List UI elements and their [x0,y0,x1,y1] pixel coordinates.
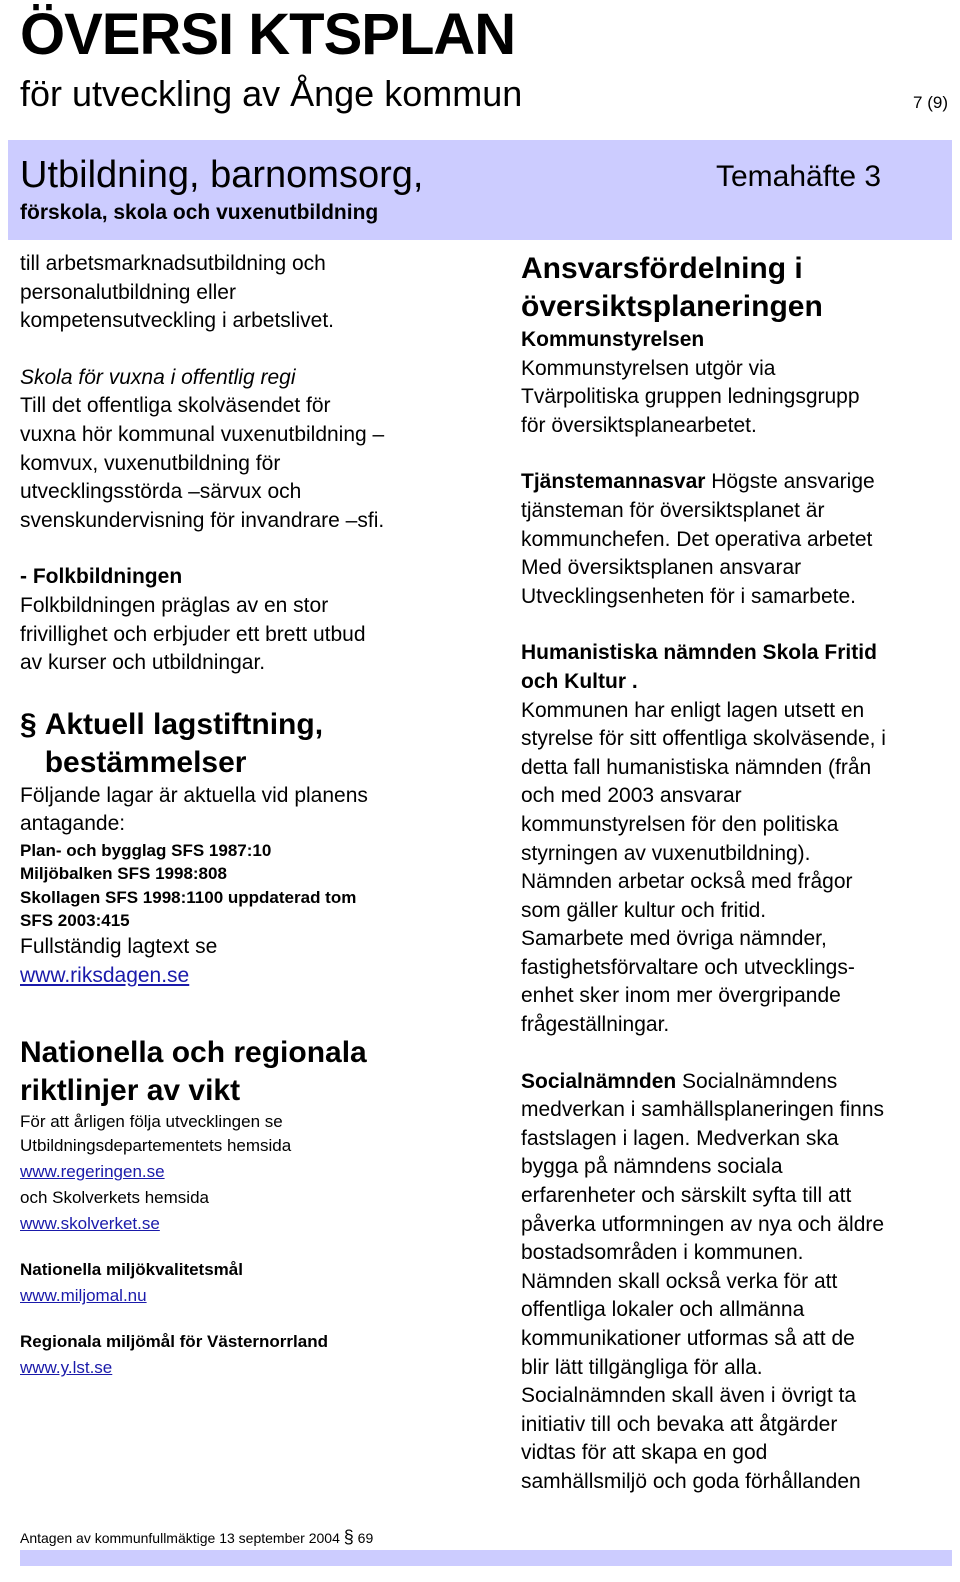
law-heading: Aktuell lagstiftning, bestämmelser [44,707,324,779]
riksdagen-link[interactable]: www.riksdagen.se [20,963,190,987]
lst-link[interactable]: www.y.lst.se [20,1358,113,1378]
footer-section-symbol: § [343,1527,354,1547]
right-column [521,250,953,1497]
humanistiska-text: Kommunen har enligt lagen utsett en styrelse för sitt offentliga skolväsende, i detta fall humanistiska nämnden (från och med 2003 ansvarar kommunstyrelsen för den politiska styrningen av vuxenutbildning). Nämnden arbetar också med frågor som gäller kultur och fritid. Samarbete med övriga nämnder, fastighetsförvaltare och utvecklings- enhet sker inom mer övergripande frågeställningar. [521,698,886,1037]
miljokvalitetsmal-heading: Nationella miljökvalitetsmål [20,1259,243,1279]
left-column [20,250,480,1382]
regional-heading: Regionala miljömål för Västernorrland [20,1331,328,1351]
banner-subtitle: förskola, skola och vuxenutbildning [20,201,379,224]
document-subtitle: för utveckling av Ånge kommun [20,73,523,114]
skolverket-link[interactable]: www.skolverket.se [20,1214,160,1234]
footer-text: Antagen av kommunfullmäktige 13 september 2004 [20,1530,340,1546]
folkbildning-heading: - Folkbildningen [20,565,183,589]
socialnamnden-text: Socialnämndens medverkan i samhällsplaneringen finns fastslagen i lagen. Medverkan ska bygga på nämndens sociala erfarenheter och särskilt syfta till att påverka utformningen av nya och äldre bostadsområden i kommunen. Nämnden skall också verka för att offentliga lokaler och allmänna kommunikationer utformas så att de blir lätt tillgängliga för alla. Socialnämnden skall även i övrigt ta initiativ till och bevaka att åtgärder vidtas för att skapa en god samhällsmiljö och goda förhållanden [521,1069,885,1493]
folkbildning-text: Folkbildningen präglas av en stor frivillighet och erbjuder ett brett utbud av kurser och utbildningar. [20,593,366,675]
page-number: 7 (9) [913,93,948,112]
socialnamnden-label: Socialnämnden [521,1069,677,1093]
national-text: För att årligen följa utvecklingen se Utbildningsdepartementets hemsida [20,1112,292,1155]
skolverket-text: och Skolverkets hemsida [20,1187,209,1207]
tjanstemannasvar-paragraph [521,468,953,611]
theme-label: Temahäfte 3 [716,160,882,193]
humanistiska-heading: Humanistiska nämnden Skola Fritid och Kultur . [521,641,877,693]
section-symbol: § [20,707,37,741]
adult-education-text: Till det offentliga skolväsendet för vuxna hör kommunal vuxenutbildning – komvux, vuxenutbildning för utvecklingsstörda –särvux och svenskundervisning för invandrare –sfi. [20,394,385,532]
tjanstemannasvar-text: Högste ansvarige tjänsteman för översiktsplanet är kommunchefen. Det operativa arbetet Med översiktsplanen ansvarar Utvecklingsenheten för i samarbete. [521,470,875,608]
law-heading-row [20,706,480,782]
miljomal-link[interactable]: www.miljomal.nu [20,1286,147,1306]
footer-bar [20,1550,952,1566]
regeringen-link[interactable]: www.regeringen.se [20,1162,165,1182]
tjanstemannasvar-label: Tjänstemannasvar [521,470,706,494]
footer [20,1528,373,1547]
kommunstyrelsen-text: Kommunstyrelsen utgör via Tvärpolitiska gruppen ledningsgrupp för översiktsplanearbetet. [521,356,860,437]
socialnamnden-paragraph [521,1068,953,1497]
adult-education-heading: Skola för vuxna i offentlig regi [20,365,296,389]
national-heading: Nationella och regionala riktlinjer av vikt [20,1036,367,1108]
document-title: ÖVERSI KTSPLAN [20,2,516,67]
law-intro: Följande lagar är aktuella vid planens antagande: [20,783,368,836]
intro-text: till arbetsmarknadsutbildning och personalutbildning eller kompetensutveckling i arbetslivet. [20,252,334,333]
law-list: Plan- och bygglag SFS 1987:10 Miljöbalken SFS 1998:808 Skollagen SFS 1998:1100 uppdaterad tom SFS 2003:415 [20,840,357,931]
banner-title: Utbildning, barnomsorg, [20,154,424,196]
footer-paragraph-number: 69 [357,1530,374,1546]
responsibility-heading: Ansvarsfördelning i översiktsplaneringen [521,252,823,323]
lagtext-label: Fullständig lagtext se [20,934,218,958]
kommunstyrelsen-heading: Kommunstyrelsen [521,328,705,351]
